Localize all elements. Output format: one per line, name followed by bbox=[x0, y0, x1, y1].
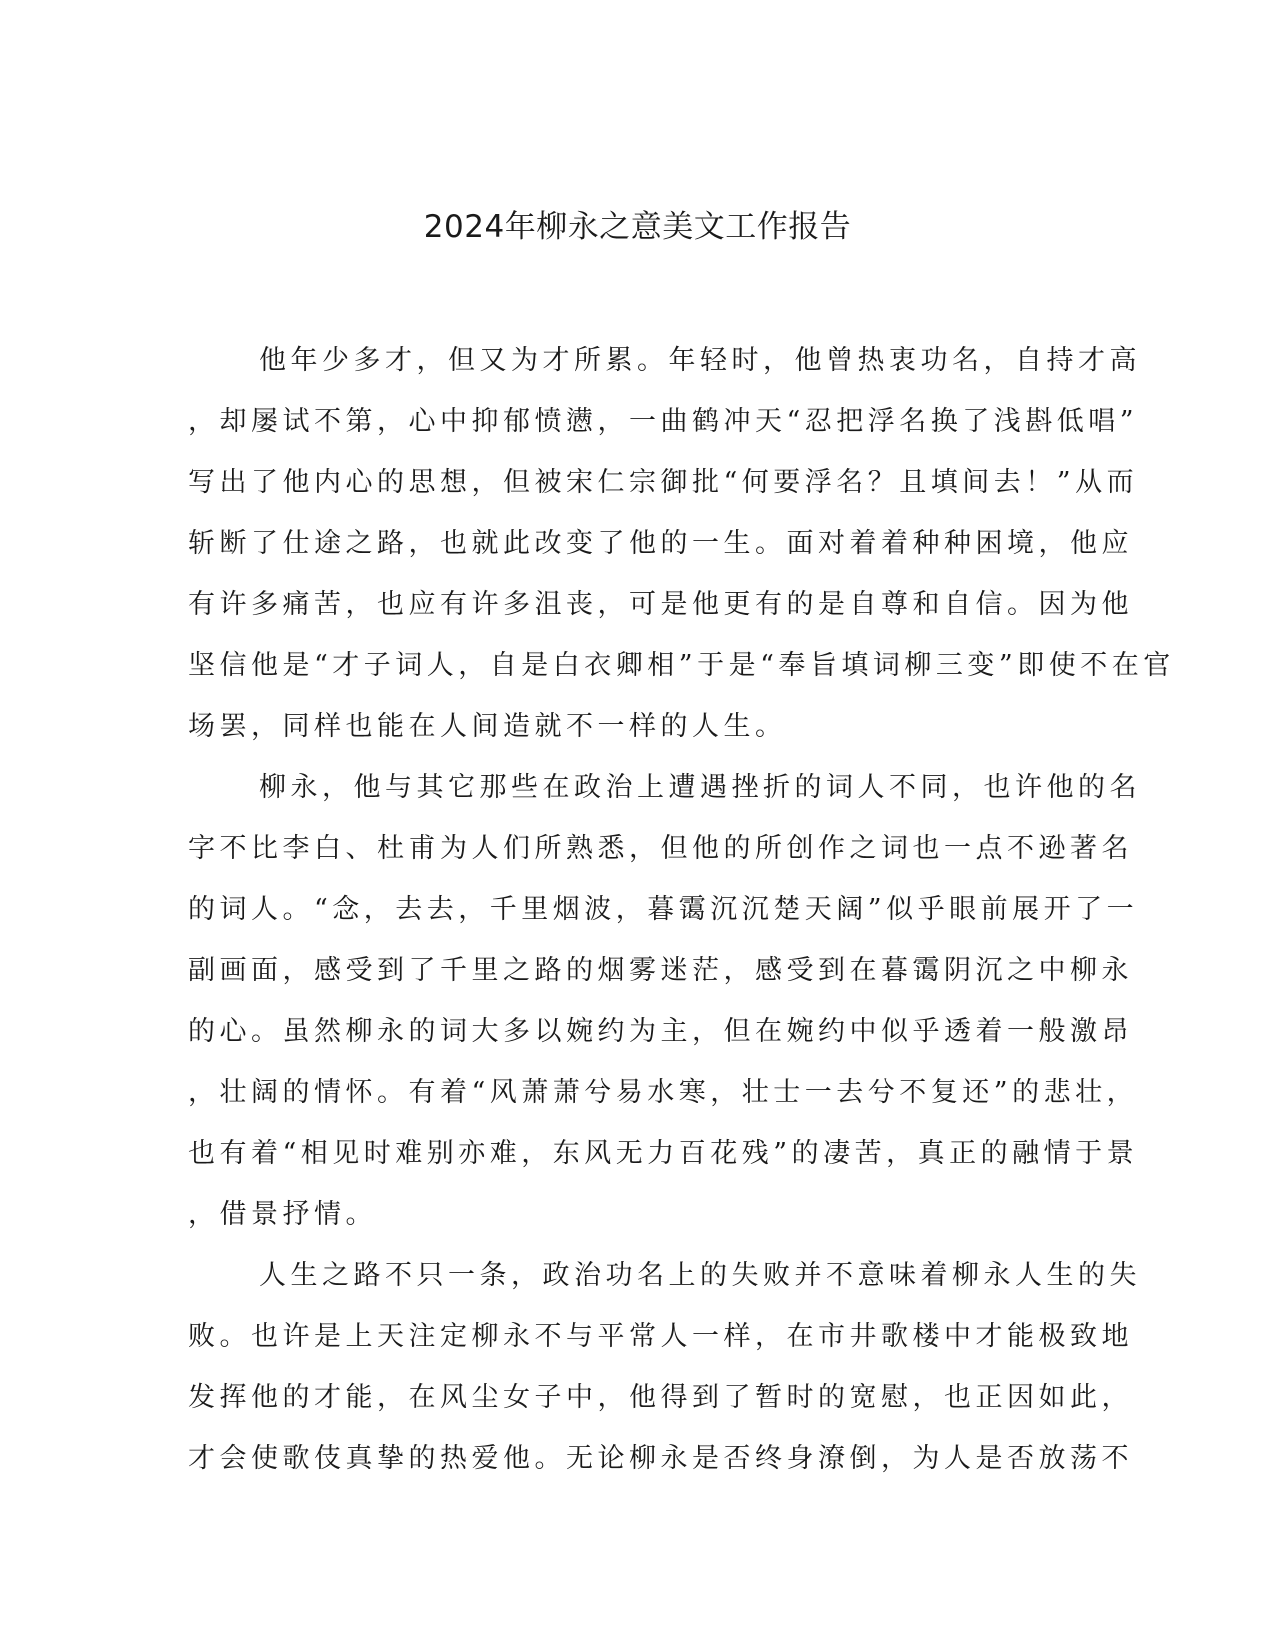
paragraph-line: 字不比李白、杜甫为人们所熟悉，但他的所创作之词也一点不逊著名 bbox=[188, 833, 1133, 864]
paragraph-line: 败。也许是上天注定柳永不与平常人一样，在市井歌楼中才能极致地 bbox=[188, 1321, 1133, 1352]
paragraph-line: ，却屡试不第，心中抑郁愤懑，一曲鹤冲天“忍把浮名换了浅斟低唱” bbox=[188, 406, 1139, 437]
paragraph-line: 人生之路不只一条，政治功名上的失败并不意味着柳永人生的失 bbox=[259, 1260, 1141, 1291]
paragraph-line: 场罢，同样也能在人间造就不一样的人生。 bbox=[188, 711, 787, 742]
paragraph-2 bbox=[188, 757, 1141, 1245]
paragraph-line: 的心。虽然柳永的词大多以婉约为主，但在婉约中似乎透着一般激昂 bbox=[188, 1016, 1133, 1047]
paragraph-1 bbox=[188, 330, 1175, 757]
paragraph-line: 他年少多才，但又为才所累。年轻时，他曾热衷功名，自持才高 bbox=[259, 345, 1141, 376]
paragraph-line: 坚信他是“才子词人，自是白衣卿相”于是“奉旨填词柳三变”即使不在官 bbox=[188, 650, 1175, 681]
paragraph-line: 写出了他内心的思想，但被宋仁宗御批“何要浮名？且填间去！”从而 bbox=[188, 467, 1139, 498]
document-body bbox=[188, 330, 1175, 1489]
paragraph-3 bbox=[188, 1245, 1141, 1489]
paragraph-line: 发挥他的才能，在风尘女子中，他得到了暂时的宽慰，也正因如此， bbox=[188, 1382, 1133, 1413]
paragraph-line: ，借景抒情。 bbox=[188, 1199, 377, 1230]
paragraph-line: 柳永，他与其它那些在政治上遭遇挫折的词人不同，也许他的名 bbox=[259, 772, 1141, 803]
document-title: 2024年柳永之意美文工作报告 bbox=[423, 209, 852, 245]
paragraph-line: 斩断了仕途之路，也就此改变了他的一生。面对着着种种困境，他应 bbox=[188, 528, 1133, 559]
paragraph-line: 也有着“相见时难别亦难，东风无力百花残”的凄苦，真正的融情于景 bbox=[188, 1138, 1139, 1169]
paragraph-line: ，壮阔的情怀。有着“风萧萧兮易水寒，壮士一去兮不复还”的悲壮， bbox=[188, 1077, 1139, 1108]
paragraph-line: 副画面，感受到了千里之路的烟雾迷茫，感受到在暮霭阴沉之中柳永 bbox=[188, 955, 1133, 986]
paragraph-line: 的词人。“念，去去，千里烟波，暮霭沉沉楚天阔”似乎眼前展开了一 bbox=[188, 894, 1139, 925]
paragraph-line: 才会使歌伎真挚的热爱他。无论柳永是否终身潦倒，为人是否放荡不 bbox=[188, 1443, 1133, 1474]
paragraph-line: 有许多痛苦，也应有许多沮丧，可是他更有的是自尊和自信。因为他 bbox=[188, 589, 1133, 620]
